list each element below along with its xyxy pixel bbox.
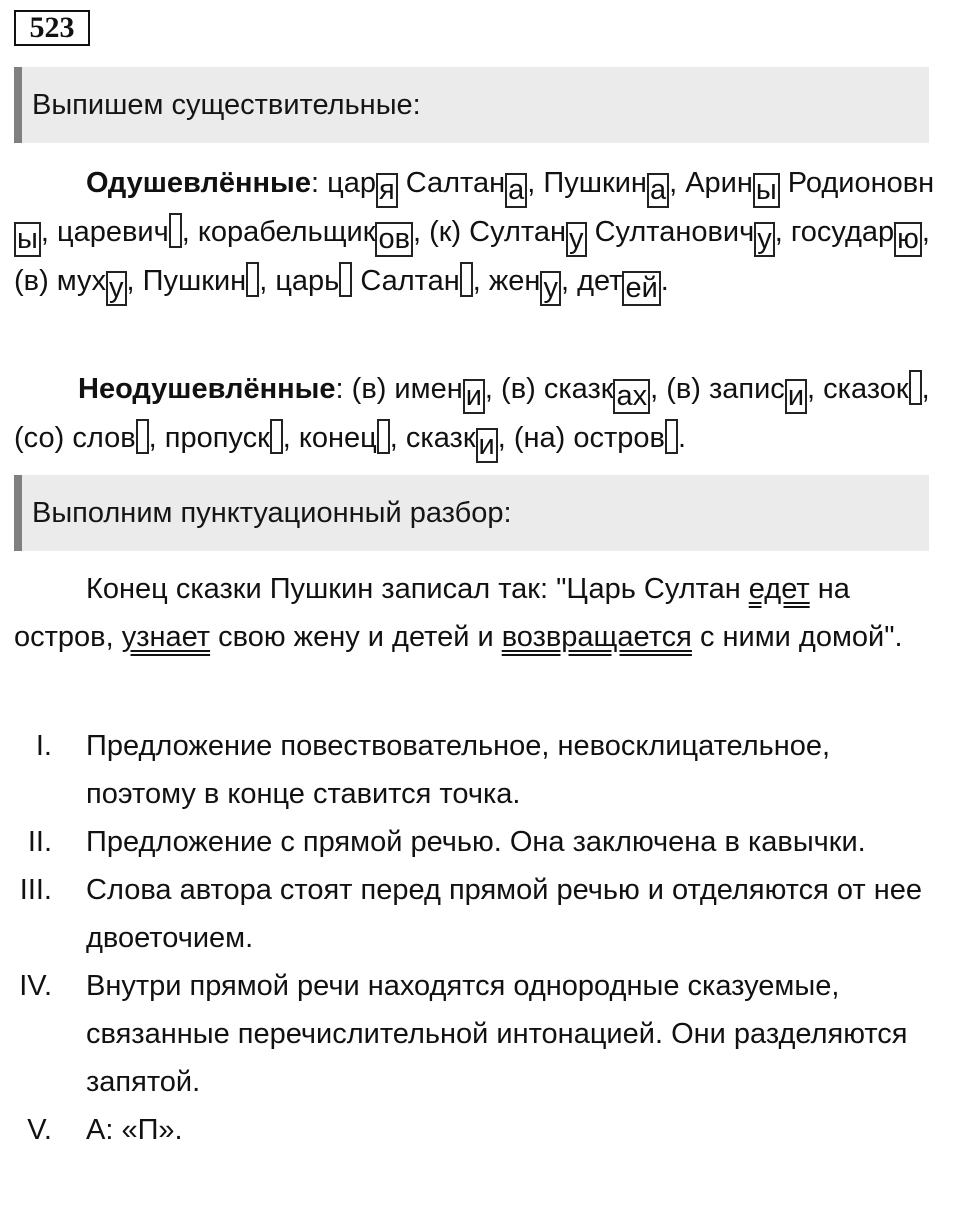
punctuation: ,	[148, 422, 157, 454]
ending-box: и	[463, 379, 485, 414]
punctuation: ,	[412, 216, 422, 248]
punctuation: .	[660, 265, 669, 297]
ending-box: а	[505, 173, 527, 208]
ending-box	[246, 262, 259, 297]
noun-word	[514, 422, 686, 454]
noun-stem: царь	[275, 265, 340, 297]
noun-stem: Родионовн	[787, 167, 935, 199]
noun-word	[429, 216, 586, 255]
noun-word	[351, 373, 493, 412]
punctuation: ,	[650, 373, 659, 405]
ending-box	[909, 370, 922, 405]
predicate-underlined: узнает	[121, 621, 211, 653]
noun-stem: конец	[298, 422, 377, 454]
exercise-number: 523	[14, 10, 90, 46]
noun-stem: (в) имен	[351, 373, 463, 405]
analysis-item-number: IV.	[19, 970, 52, 1002]
inanimate-label: Неодушевлённые	[78, 373, 336, 405]
noun-stem: Салтан	[360, 265, 460, 297]
noun-stem: Пушкин	[142, 265, 247, 297]
ending-box: и	[785, 379, 807, 414]
noun-stem: Султанович	[594, 216, 755, 248]
analysis-item	[0, 722, 960, 818]
noun-stem: Арин	[685, 167, 753, 199]
punctuation: ,	[181, 216, 190, 248]
ending-box: ов	[375, 222, 413, 257]
noun-stem: (со) слов	[14, 422, 136, 454]
analysis-item	[0, 962, 960, 1106]
noun-word	[405, 167, 536, 206]
ending-box: у	[566, 222, 587, 257]
noun-stem: царевич	[56, 216, 169, 248]
noun-word	[14, 422, 157, 454]
analysis-item-number: I.	[35, 730, 52, 762]
analysis-item	[0, 1106, 960, 1154]
animate-label: Одушевлённые	[86, 167, 311, 199]
noun-stem: сказк	[405, 422, 476, 454]
ending-box	[460, 262, 473, 297]
punctuation: ,	[669, 167, 678, 199]
ending-box: ах	[613, 379, 650, 414]
noun-word	[143, 265, 268, 297]
analysis-item-text: А: «П».	[86, 1114, 183, 1146]
noun-stem: (к) Султан	[429, 216, 566, 248]
punctuation: ,	[807, 373, 816, 405]
noun-stem: государ	[790, 216, 895, 248]
punctuation: ,	[921, 216, 930, 248]
ending-box: ы	[753, 173, 780, 208]
ending-box	[665, 419, 678, 454]
noun-stem: (в) мух	[14, 265, 107, 297]
punctuation: ,	[560, 265, 570, 297]
analysis-item-text: Внутри прямой речи находятся однородные сказуемые, связанные перечислительной интонацией. Они разделяются запятой.	[86, 970, 908, 1098]
noun-word	[501, 373, 659, 412]
predicate-underlined: едет	[748, 573, 810, 605]
punctuation: ,	[389, 422, 398, 454]
punctuation: ,	[259, 265, 268, 297]
analysis-item-text: Предложение повествовательное, невосклицательное, поэтому в конце ставится точка.	[86, 730, 831, 810]
noun-word	[405, 422, 506, 461]
noun-stem: (в) запис	[666, 373, 785, 405]
punctuation: ,	[484, 373, 493, 405]
noun-word	[299, 422, 398, 454]
ending-box	[169, 213, 182, 248]
noun-word	[57, 216, 190, 248]
noun-stem: (на) остров	[513, 422, 665, 454]
noun-word	[360, 265, 480, 297]
sentence-paragraph	[14, 565, 944, 661]
noun-stem: (в) сказк	[501, 373, 614, 405]
ending-box	[377, 419, 390, 454]
ending-box: ы	[14, 222, 41, 257]
ending-box: ю	[894, 222, 922, 257]
noun-stem: Пушкин	[543, 167, 647, 199]
ending-box	[136, 419, 149, 454]
section-header-punctuation: Выполним пунктуационный разбор:	[14, 475, 929, 551]
sentence-part: Конец сказки Пушкин записал так: "Царь Султан	[86, 573, 749, 605]
punctuation: ,	[527, 167, 536, 199]
noun-word	[197, 216, 422, 255]
noun-word	[594, 216, 783, 255]
predicate-underlined: возвращается	[501, 621, 692, 653]
section-header-nouns: Выпишем существительные:	[14, 67, 929, 143]
noun-stem: дет	[577, 265, 623, 297]
punctuation: ,	[40, 216, 49, 248]
ending-box: у	[540, 271, 561, 306]
analysis-item	[0, 866, 960, 962]
noun-word	[543, 167, 678, 206]
noun-stem: корабельщик	[197, 216, 376, 248]
punctuation: ,	[921, 373, 930, 405]
ending-box: у	[754, 222, 775, 257]
punctuation: ,	[774, 216, 783, 248]
ending-box	[270, 419, 283, 454]
analysis-item	[0, 818, 960, 866]
noun-word	[666, 373, 816, 412]
noun-word	[790, 216, 930, 255]
analysis-item-text: Слова автора стоят перед прямой речью и отделяются от нее двоеточием.	[86, 874, 923, 954]
noun-word	[577, 265, 669, 304]
punctuation: ,	[472, 265, 481, 297]
noun-stem: пропуск	[164, 422, 270, 454]
ending-box: у	[106, 271, 127, 306]
analysis-list	[0, 722, 960, 1154]
noun-word	[275, 265, 352, 297]
punctuation: ,	[497, 422, 506, 454]
analysis-item-text: Предложение с прямой речью. Она заключена в кавычки.	[86, 826, 866, 858]
noun-word	[327, 167, 398, 206]
noun-stem: цар	[327, 167, 376, 199]
punctuation: ,	[282, 422, 291, 454]
noun-stem: жен	[488, 265, 541, 297]
ending-box: ей	[622, 271, 660, 306]
analysis-item-number: III.	[19, 874, 52, 906]
inanimate-nouns-paragraph: Неодушевлённые: (в) имен и , (в) сказк ах , (в) запис и , сказок , (со) слов , пропуск , конец , сказк и , (на) остров .	[14, 365, 944, 463]
ending-box	[339, 262, 352, 297]
sentence-part: с ними домой".	[691, 621, 903, 653]
animate-nouns-paragraph: Одушевлённые: цар я Салтан а , Пушкин а , Арин ы Родионовны , царевич , корабельщик ов , (к) Султан у Султанович у , государ ю , (в) мух у , Пушкин , царь Салтан , жен у , дет ей .	[14, 167, 935, 304]
sentence-part: свою жену и детей и	[210, 621, 502, 653]
punctuation: .	[677, 422, 687, 454]
ending-box: я	[376, 173, 398, 208]
punctuation: ,	[126, 265, 135, 297]
analysis-item-number: II.	[27, 826, 52, 858]
noun-word	[823, 373, 929, 405]
ending-box: а	[647, 173, 669, 208]
sentence-part: на остров,	[14, 573, 850, 653]
analysis-item-number: V.	[27, 1114, 52, 1146]
noun-word	[165, 422, 291, 454]
noun-word	[488, 265, 570, 304]
noun-stem: сказок	[823, 373, 909, 405]
ending-box: и	[476, 428, 498, 463]
noun-word	[14, 265, 135, 304]
noun-stem: Салтан	[405, 167, 506, 199]
noun-word	[685, 167, 780, 206]
